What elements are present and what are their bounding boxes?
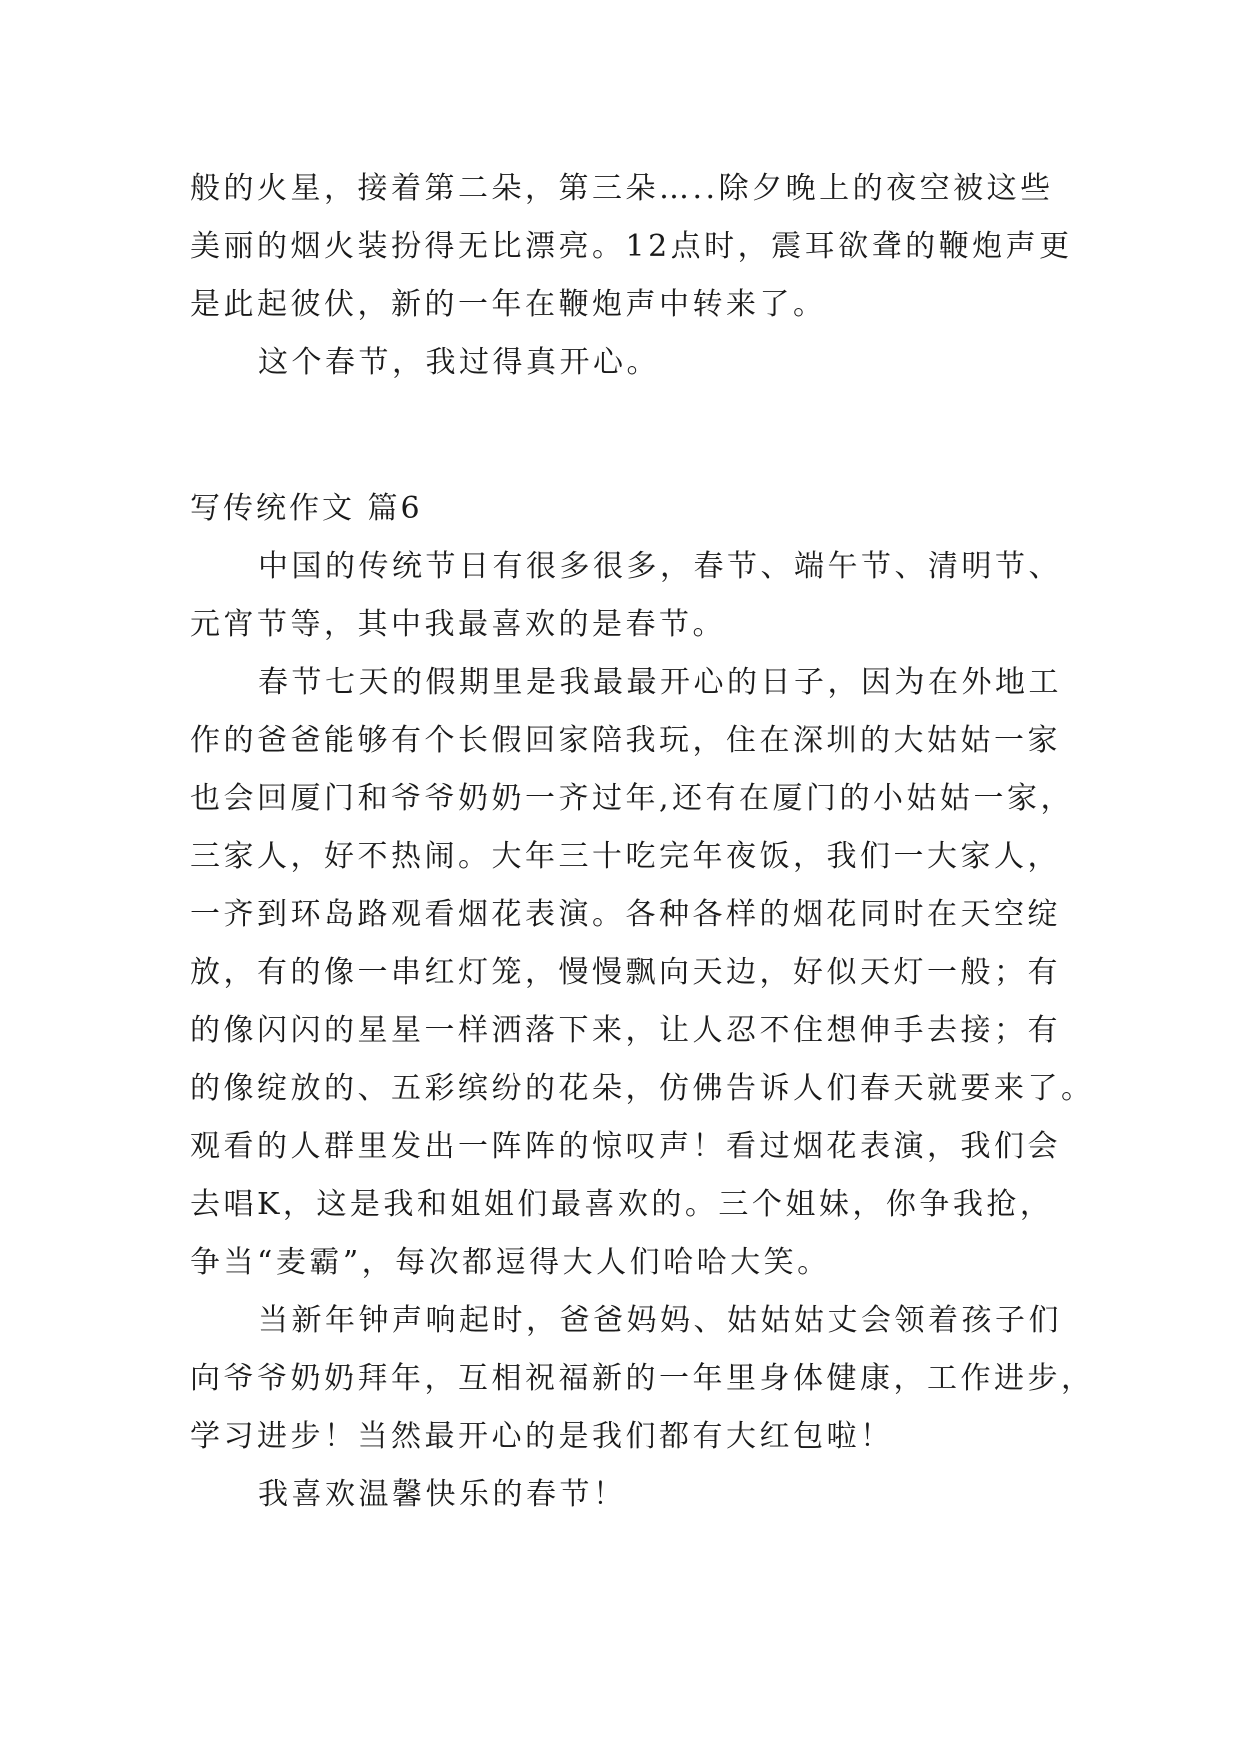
paragraph-line: 争当“麦霸”，每次都逗得大人们哈哈大笑。	[190, 1245, 831, 1280]
paragraph-line: 的像绽放的、五彩缤纷的花朵，仿佛告诉人们春天就要来了。	[190, 1071, 1095, 1106]
paragraph-line: 一齐到环岛路观看烟花表演。各种各样的烟花同时在天空绽	[190, 897, 1061, 932]
paragraph-line: 元宵节等，其中我最喜欢的是春节。	[190, 607, 726, 642]
paragraph-line: 也会回厦门和爷爷奶奶一齐过年,还有在厦门的小姑姑一家，	[190, 781, 1075, 816]
paragraph-line: 作的爸爸能够有个长假回家陪我玩，住在深圳的大姑姑一家	[190, 723, 1061, 758]
paragraph-2	[190, 654, 1095, 1292]
paragraph-line: 学习进步！当然最开心的是我们都有大红包啦！	[190, 1419, 894, 1454]
paragraph-3	[190, 1292, 1095, 1466]
paragraph-line: 中国的传统节日有很多很多，春节、端午节、清明节、	[258, 549, 1062, 584]
paragraph-line: 美丽的烟火装扮得无比漂亮。12点时，震耳欲聋的鞭炮声更	[190, 229, 1073, 264]
paragraph-line: 是此起彼伏，新的一年在鞭炮声中转来了。	[190, 287, 827, 322]
paragraph-line: 向爷爷奶奶拜年，互相祝福新的一年里身体健康，工作进步，	[190, 1361, 1095, 1396]
document-page	[190, 160, 1095, 1524]
paragraph-1	[190, 538, 1060, 654]
paragraph-line: 般的火星，接着第二朵，第三朵…..除夕晚上的夜空被这些	[190, 171, 1054, 206]
paragraph-4	[190, 1466, 1060, 1524]
paragraph-line: 的像闪闪的星星一样洒落下来，让人忍不住想伸手去接；有	[190, 1013, 1061, 1048]
paragraph-line: 春节七天的假期里是我最最开心的日子，因为在外地工	[258, 665, 1062, 700]
paragraph-line: 我喜欢温馨快乐的春节！	[258, 1477, 627, 1512]
paragraph-line: 去唱K，这是我和姐姐们最喜欢的。三个姐妹，你争我抢，	[190, 1187, 1054, 1222]
section-title: 写传统作文 篇6	[190, 491, 423, 526]
closing-sentence: 这个春节，我过得真开心。	[258, 345, 660, 380]
paragraph-line: 观看的人群里发出一阵阵的惊叹声！看过烟花表演，我们会	[190, 1129, 1061, 1164]
paragraph-line: 三家人，好不热闹。大年三十吃完年夜饭，我们一大家人，	[190, 839, 1061, 874]
section-gap	[190, 392, 1060, 480]
paragraph-line: 放，有的像一串红灯笼，慢慢飘向天边，好似天灯一般；有	[190, 955, 1061, 990]
paragraph-line: 当新年钟声响起时，爸爸妈妈、姑姑姑丈会领着孩子们	[258, 1303, 1062, 1338]
paragraph-continued	[190, 160, 1073, 334]
